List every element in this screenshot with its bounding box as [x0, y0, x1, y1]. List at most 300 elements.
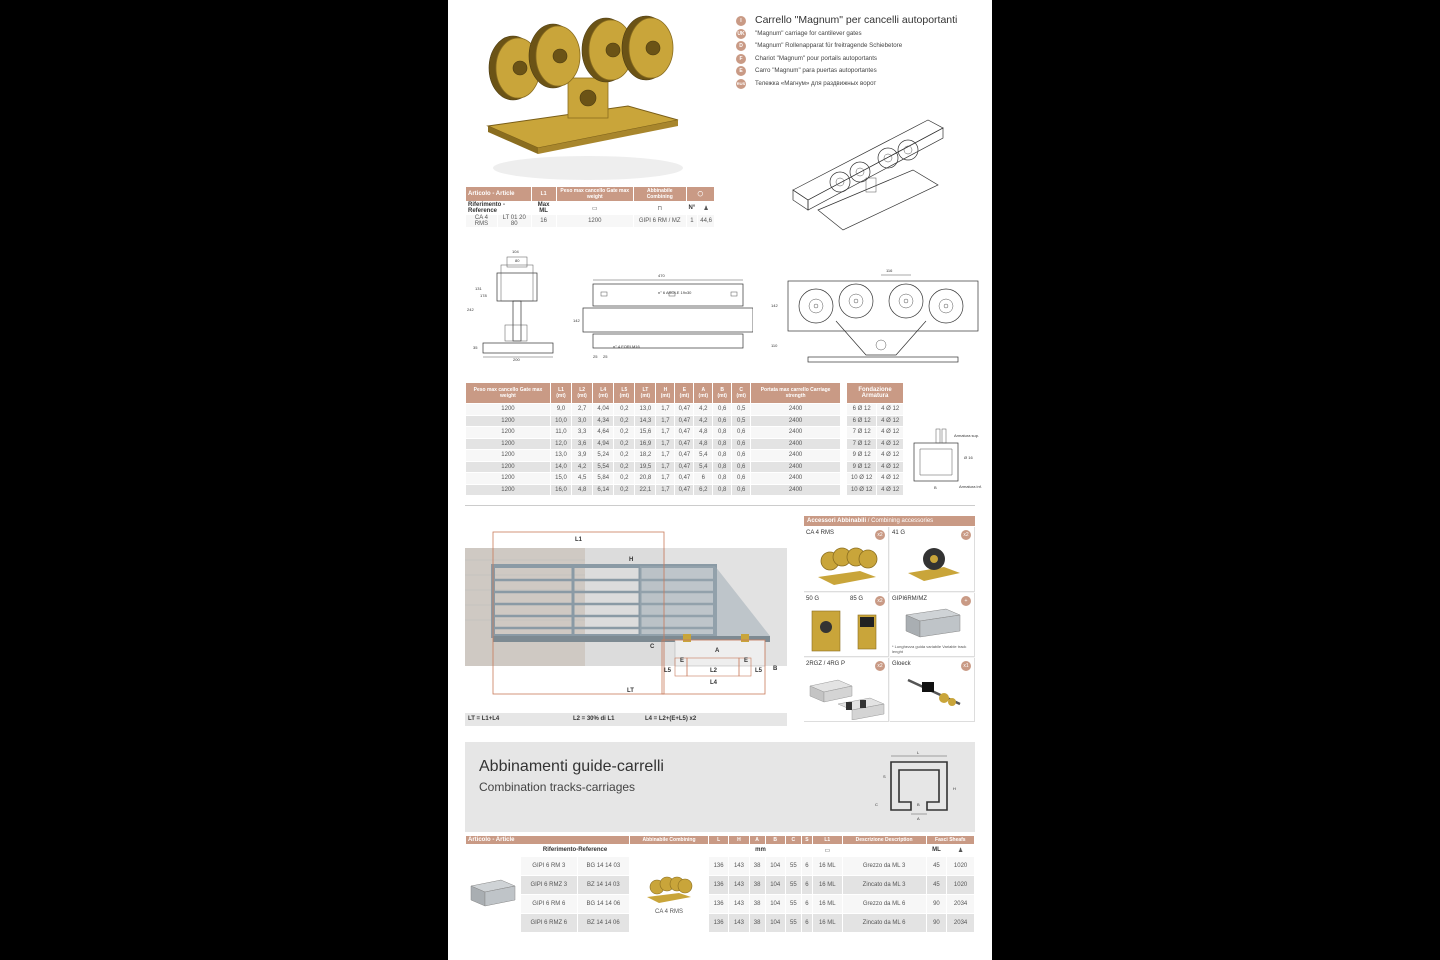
spec-cell: 16,9 — [635, 438, 656, 450]
catalog-page — [448, 0, 992, 960]
maxml-subheader: Max ML — [531, 202, 556, 215]
spec-cell: 0,47 — [675, 461, 694, 473]
table-row — [466, 875, 975, 894]
armatura-inf-label: Armatura inf. — [959, 484, 982, 489]
comb-desc-header: Descrizione Description — [842, 836, 926, 845]
spec-cell: 6,14 — [593, 484, 614, 496]
comb-cell: 16 ML — [813, 875, 842, 894]
comb-cell: 16 ML — [813, 894, 842, 913]
spec-cell: 11,0 — [550, 427, 571, 439]
comb-cell: 45 — [926, 875, 947, 894]
comb-article-cell: GIPI 6 RM 3 — [521, 856, 578, 875]
reference-subheader: Riferimento - Reference — [466, 202, 532, 215]
spec-cell: 0,2 — [614, 450, 635, 462]
accessory-label: 2RGZ / 4RG P — [806, 661, 846, 667]
comb-cell: 136 — [708, 913, 728, 932]
accessory-gipi6rm — [890, 593, 975, 657]
comb-cell: 55 — [785, 894, 801, 913]
spec-cell: 2,7 — [572, 404, 593, 416]
dim-plan-width: 470 — [658, 273, 665, 278]
comb-b-header: B — [765, 836, 785, 845]
front-view-drawing — [465, 245, 565, 365]
table-row — [466, 484, 841, 496]
table-row — [466, 473, 841, 485]
flag-badge-it: I — [736, 16, 746, 26]
spec-cell: 2400 — [751, 404, 841, 416]
accessory-label: 50 G — [806, 596, 820, 602]
dim-front-178: 178 — [480, 293, 487, 298]
spec-cell: 4,94 — [593, 438, 614, 450]
comb-a-header: A — [749, 836, 765, 845]
profile-l: L — [917, 750, 920, 755]
foundation-cell: 4 Ø 12 — [877, 427, 904, 439]
b-label: B — [934, 485, 937, 490]
flag-badge-e: E — [736, 66, 746, 76]
profile-a: A — [917, 816, 920, 821]
spec-cell: 0,47 — [675, 404, 694, 416]
spec-cell: 4,5 — [572, 473, 593, 485]
comb-cell: 90 — [926, 913, 947, 932]
comb-blank — [466, 845, 521, 857]
label-l5a: L5 — [664, 668, 672, 674]
foundation-sketch — [908, 425, 988, 495]
spec-cell: 4,2 — [694, 404, 713, 416]
carriage-icon — [814, 541, 879, 589]
comb-cell: 143 — [729, 875, 749, 894]
spec-cell: 0,5 — [732, 404, 751, 416]
spec-cell: 15,0 — [550, 473, 571, 485]
combination-title: Abbinamenti guide-carrelli — [479, 758, 664, 775]
combining-header: Abbinabile Combining — [633, 187, 686, 202]
spec-cell: 1,7 — [656, 461, 675, 473]
kg-cell: 44,6 — [698, 215, 715, 228]
flag-badge-rus: RUS — [736, 79, 746, 89]
label-e2: E — [744, 658, 749, 664]
foundation-cell: 4 Ø 12 — [877, 404, 904, 416]
spec-cell: 2400 — [751, 450, 841, 462]
comb-cell: 143 — [729, 856, 749, 875]
qty-badge: x1 — [961, 661, 971, 671]
table-row — [847, 473, 904, 485]
spec-cell: 0,47 — [675, 427, 694, 439]
spec-cell: 5,4 — [694, 450, 713, 462]
spec-cell: 2400 — [751, 473, 841, 485]
foundation-cell: 4 Ø 12 — [877, 415, 904, 427]
table-row — [847, 450, 904, 462]
foundation-cell: 10 Ø 12 — [847, 473, 877, 485]
label-l2: L2 — [710, 668, 718, 674]
foundation-cell: 4 Ø 12 — [877, 484, 904, 496]
table-row — [847, 438, 904, 450]
spec-cell: 1200 — [466, 473, 551, 485]
spec-cell: 0,2 — [614, 415, 635, 427]
accessory-41g — [890, 527, 975, 592]
roller-icon — [904, 541, 964, 589]
scale-icon: ▭ — [556, 202, 633, 215]
comb-cell: 1020 — [947, 875, 975, 894]
spec-cell: 13,0 — [550, 450, 571, 462]
weight-icon: ♟ — [947, 845, 975, 857]
dia-16-label: Ø 16 — [964, 455, 973, 460]
comb-cell: 6 — [801, 913, 812, 932]
comb-blank-2 — [630, 845, 709, 857]
profile-b: B — [917, 802, 920, 807]
comb-l-header: L — [708, 836, 728, 845]
comb-ref-cell: BG 14 14 03 — [577, 856, 630, 875]
spec-cell: 1200 — [466, 404, 551, 416]
spec-cell: 13,0 — [635, 404, 656, 416]
spec-cell: 9,0 — [550, 404, 571, 416]
ref-cell: LT 01 20 80 — [497, 215, 531, 228]
flag-badge-d: D — [736, 41, 746, 51]
spec-cell: 4,8 — [572, 484, 593, 496]
dim-front-131: 131 — [475, 286, 482, 291]
spec-cell: 0,6 — [732, 438, 751, 450]
combined-item-label: CA 4 RMS — [655, 909, 684, 915]
spec-cell: 6,2 — [694, 484, 713, 496]
product-title: Carrello "Magnum" per cancelli autoportanti — [755, 14, 958, 26]
dim-front-200: 200 — [513, 357, 520, 362]
spec-cell: 0,8 — [713, 484, 732, 496]
table-row — [466, 856, 975, 875]
spec-cell: 14,0 — [550, 461, 571, 473]
spec-cell: 0,2 — [614, 461, 635, 473]
qty-badge: x2 — [875, 530, 885, 540]
flag-badge-f: F — [736, 54, 746, 64]
accessory-50g-85g — [804, 593, 889, 657]
spec-cell: 0,5 — [732, 415, 751, 427]
spec-cell: 5,24 — [593, 450, 614, 462]
spec-cell: 0,6 — [732, 461, 751, 473]
spec-col-header: LT (mt) — [635, 383, 656, 404]
dim-side-top: 116 — [886, 268, 893, 273]
comb-cell: 55 — [785, 913, 801, 932]
spec-col-header: Portata max carrello Carriage strength — [751, 383, 841, 404]
weight-icon: ♟ — [698, 202, 715, 215]
comb-cell: 143 — [729, 894, 749, 913]
spec-cell: 0,8 — [713, 427, 732, 439]
spec-cell: 4,2 — [572, 461, 593, 473]
combination-table — [465, 835, 975, 933]
spec-cell: 0,6 — [713, 415, 732, 427]
track-icon — [469, 876, 517, 910]
comb-cell: 38 — [749, 875, 765, 894]
label-lt: LT — [627, 688, 634, 694]
comb-ref-subheader: Riferimento-Reference — [521, 845, 630, 857]
box-icon-header: ◯ — [686, 187, 714, 202]
l1-header: L1 — [531, 187, 556, 202]
label-l4: L4 — [710, 680, 718, 686]
comb-ml-subheader: ML — [926, 845, 947, 857]
label-b: B — [773, 666, 778, 672]
comb-ref-cell: BG 14 14 06 — [577, 894, 630, 913]
spec-cell: 0,8 — [713, 438, 732, 450]
accessories-title-it: Accessori Abbinabili — [807, 518, 867, 524]
plan-note-slots: n° 6 ASOLE 19x30 — [658, 290, 692, 295]
spec-cell: 1,7 — [656, 427, 675, 439]
title-line-f: Chariot "Magnum" pour portails autoportants — [755, 55, 878, 62]
foundation-cell: 7 Ø 12 — [847, 427, 877, 439]
magnum-carriage-photo — [478, 8, 688, 183]
comb-cell: 16 ML — [813, 913, 842, 932]
accessory-ca4rms — [804, 527, 889, 592]
comb-sheafs-header: Fasci Sheafs — [926, 836, 974, 845]
spec-cell: 1200 — [466, 438, 551, 450]
track-profile-drawing — [865, 748, 965, 828]
weight-header: Peso max cancello Gate max weight — [556, 187, 633, 202]
comb-cell: 6 — [801, 875, 812, 894]
spec-col-header: L1 (mt) — [550, 383, 571, 404]
comb-ref-cell: BZ 14 14 03 — [577, 875, 630, 894]
spec-cell: 0,2 — [614, 484, 635, 496]
formula-l2: L2 = 30% di L1 — [573, 716, 615, 722]
spec-col-header: E (mt) — [675, 383, 694, 404]
spec-cell: 4,8 — [694, 427, 713, 439]
spec-cell: 22,1 — [635, 484, 656, 496]
comb-l1-header: L1 — [813, 836, 842, 845]
armatura-sup-label: Armatura sup. — [954, 433, 980, 438]
gloeck-icon — [904, 672, 964, 712]
spec-cell: 4,2 — [694, 415, 713, 427]
foundation-cell: 4 Ø 12 — [877, 461, 904, 473]
foundation-table — [846, 382, 904, 496]
spec-cell: 2400 — [751, 438, 841, 450]
accessory-label: GIPI6RM/MZ — [892, 596, 928, 602]
table-row — [466, 894, 975, 913]
spec-cell: 1200 — [466, 427, 551, 439]
comb-cell: 16 ML — [813, 856, 842, 875]
track-photo — [466, 856, 521, 932]
table-row — [847, 415, 904, 427]
foundation-cell: 9 Ø 12 — [847, 450, 877, 462]
article-table — [465, 186, 715, 228]
spec-col-header: A (mt) — [694, 383, 713, 404]
label-h: H — [629, 557, 634, 563]
spec-cell: 4,04 — [593, 404, 614, 416]
spec-cell: 19,5 — [635, 461, 656, 473]
spec-col-header: L5 (mt) — [614, 383, 635, 404]
comb-cell: 38 — [749, 894, 765, 913]
spec-cell: 0,6 — [713, 404, 732, 416]
profile-h: H — [953, 786, 956, 791]
spec-cell: 0,8 — [713, 461, 732, 473]
table-row — [466, 461, 841, 473]
comb-cell: Zincato da ML 3 — [842, 875, 926, 894]
table-row — [466, 404, 841, 416]
spec-cell: 0,47 — [675, 450, 694, 462]
accessory-label-2: 85 G — [850, 596, 864, 602]
spec-cell: 0,6 — [732, 427, 751, 439]
comb-s-header: S — [801, 836, 812, 845]
comb-cell: 6 — [801, 894, 812, 913]
comb-cell: 45 — [926, 856, 947, 875]
title-line-uk: "Magnum" carriage for cantilever gates — [755, 30, 862, 37]
table-row — [847, 484, 904, 496]
accessory-label: Gloeck — [892, 661, 911, 667]
track-icon: ⊓ — [633, 202, 686, 215]
accessory-2rgz-4rgp — [804, 658, 889, 722]
foundation-cell: 10 Ø 12 — [847, 484, 877, 496]
foundation-cell: 4 Ø 12 — [877, 450, 904, 462]
spec-cell: 1,7 — [656, 438, 675, 450]
table-row — [466, 913, 975, 932]
spec-cell: 0,8 — [713, 473, 732, 485]
label-c: C — [650, 644, 655, 650]
qty-badge: x2 — [961, 530, 971, 540]
guide-roller-icon — [810, 607, 886, 655]
spec-cell: 1200 — [466, 450, 551, 462]
comb-ref-cell: BZ 14 14 06 — [577, 913, 630, 932]
foundation-cell: 7 Ø 12 — [847, 438, 877, 450]
spec-cell: 3,0 — [572, 415, 593, 427]
spec-cell: 14,3 — [635, 415, 656, 427]
spec-cell: 0,47 — [675, 473, 694, 485]
profile-s: S — [883, 774, 886, 779]
comb-article-header: Articolo - Article — [466, 836, 630, 845]
comb-cell: 136 — [708, 856, 728, 875]
comb-mm-subheader: mm — [708, 845, 812, 857]
qty-badge: x2 — [875, 661, 885, 671]
spec-table — [465, 382, 841, 496]
spec-col-header: Peso max cancello Gate max weight — [466, 383, 551, 404]
spec-cell: 5,4 — [694, 461, 713, 473]
table-row — [466, 215, 715, 228]
spec-cell: 0,2 — [614, 427, 635, 439]
spec-col-header: L2 (mt) — [572, 383, 593, 404]
label-l1: L1 — [575, 537, 583, 543]
gate-diagram — [465, 530, 787, 712]
flag-badge-uk: UK — [737, 31, 745, 37]
combined-carriage-cell — [630, 856, 709, 932]
spec-col-header: B (mt) — [713, 383, 732, 404]
comb-cell: 104 — [765, 856, 785, 875]
comb-cell: 6 — [801, 856, 812, 875]
qty-badge: x2 — [875, 596, 885, 606]
section-divider — [465, 505, 975, 506]
spec-cell: 0,6 — [732, 450, 751, 462]
spec-cell: 2400 — [751, 461, 841, 473]
table-row — [466, 427, 841, 439]
comb-cell: 136 — [708, 894, 728, 913]
spec-cell: 2400 — [751, 484, 841, 496]
dim-side-h1: 142 — [771, 303, 778, 308]
formula-l4: L4 = L2+(E+L5) x2 — [645, 716, 697, 722]
spec-cell: 3,9 — [572, 450, 593, 462]
dim-plan-d1: 25 — [593, 354, 598, 359]
accessories-header — [804, 516, 975, 526]
accessory-label: CA 4 RMS — [806, 530, 835, 536]
spec-cell: 12,0 — [550, 438, 571, 450]
plan-view-drawing — [573, 270, 753, 365]
article-cell: CA 4 RMS — [466, 215, 498, 228]
foundation-cell: 9 Ø 12 — [847, 461, 877, 473]
comb-cell: 1020 — [947, 856, 975, 875]
comb-article-cell: GIPI 6 RM 6 — [521, 894, 578, 913]
title-line-rus: Тележка «Магнум» для раздвижных ворот — [755, 80, 877, 87]
spec-cell: 16,0 — [550, 484, 571, 496]
n-cell: 1 — [686, 215, 698, 228]
stop-plate-icon — [808, 672, 886, 720]
comb-cell: 38 — [749, 913, 765, 932]
comb-article-cell: GIPI 6 RMZ 3 — [521, 875, 578, 894]
spec-cell: 4,8 — [694, 438, 713, 450]
spec-cell: 5,54 — [593, 461, 614, 473]
profile-c: C — [875, 802, 878, 807]
spec-cell: 0,2 — [614, 438, 635, 450]
spec-col-header: L4 (mt) — [593, 383, 614, 404]
comb-cell: 38 — [749, 856, 765, 875]
comb-combining-header: Abbinabile Combining — [630, 836, 709, 845]
carriage-icon — [645, 873, 693, 907]
weight-cell: 1200 — [556, 215, 633, 228]
dim-front-242: 242 — [467, 307, 474, 312]
comb-article-cell: GIPI 6 RMZ 6 — [521, 913, 578, 932]
spec-cell: 2400 — [751, 427, 841, 439]
spec-cell: 1,7 — [656, 404, 675, 416]
label-a: A — [715, 648, 720, 654]
table-row — [466, 415, 841, 427]
table-row — [466, 450, 841, 462]
dim-front-80: 80 — [515, 258, 520, 263]
article-header: Articolo - Article — [466, 187, 532, 202]
spec-cell: 0,47 — [675, 438, 694, 450]
formula-bar — [465, 713, 787, 726]
spec-cell: 0,6 — [732, 484, 751, 496]
foundation-cell: 6 Ø 12 — [847, 415, 877, 427]
foundation-cell: 6 Ø 12 — [847, 404, 877, 416]
comb-cell: 2034 — [947, 913, 975, 932]
combination-subtitle: Combination tracks-carriages — [479, 780, 636, 794]
spec-cell: 3,6 — [572, 438, 593, 450]
dim-front-35: 35 — [473, 345, 478, 350]
comb-cell: 55 — [785, 856, 801, 875]
spec-col-header: H (mt) — [656, 383, 675, 404]
foundation-cell: 4 Ø 12 — [877, 438, 904, 450]
track-length-note: * Lunghezza guida variabile Variable track lenght — [892, 644, 967, 654]
l1-cell: 16 — [531, 215, 556, 228]
spec-cell: 20,8 — [635, 473, 656, 485]
spec-cell: 0,8 — [713, 450, 732, 462]
comb-c-header: C — [785, 836, 801, 845]
comb-cell: Zincato da ML 6 — [842, 913, 926, 932]
label-e1: E — [680, 658, 685, 664]
title-line-d: "Magnum" Rollenapparat für freitragende Schiebetore — [755, 42, 903, 49]
table-row — [847, 404, 904, 416]
dim-plan-height: 142 — [573, 318, 580, 323]
comb-blank-3 — [842, 845, 926, 857]
title-block — [736, 14, 986, 94]
spec-cell: 4,34 — [593, 415, 614, 427]
spec-cell: 1200 — [466, 484, 551, 496]
comb-cell: Grezzo da ML 6 — [842, 894, 926, 913]
spec-cell: 4,64 — [593, 427, 614, 439]
spec-cell: 15,6 — [635, 427, 656, 439]
accessories-grid — [804, 527, 975, 722]
comb-cell: 55 — [785, 875, 801, 894]
formula-lt: LT = L1+L4 — [468, 716, 500, 722]
plan-note-holes: n° 4 FORI M16 — [613, 344, 640, 349]
comb-cell: 143 — [729, 913, 749, 932]
comb-cell: 104 — [765, 894, 785, 913]
spec-col-header: C (mt) — [732, 383, 751, 404]
accessories-title-en: / Combining accessories — [866, 518, 934, 524]
label-l5b: L5 — [755, 668, 763, 674]
table-row — [847, 461, 904, 473]
spec-cell: 1,7 — [656, 450, 675, 462]
title-line-e: Carro "Magnum" para puertas autoportantes — [755, 67, 877, 74]
spec-cell: 6 — [694, 473, 713, 485]
spec-cell: 0,2 — [614, 404, 635, 416]
